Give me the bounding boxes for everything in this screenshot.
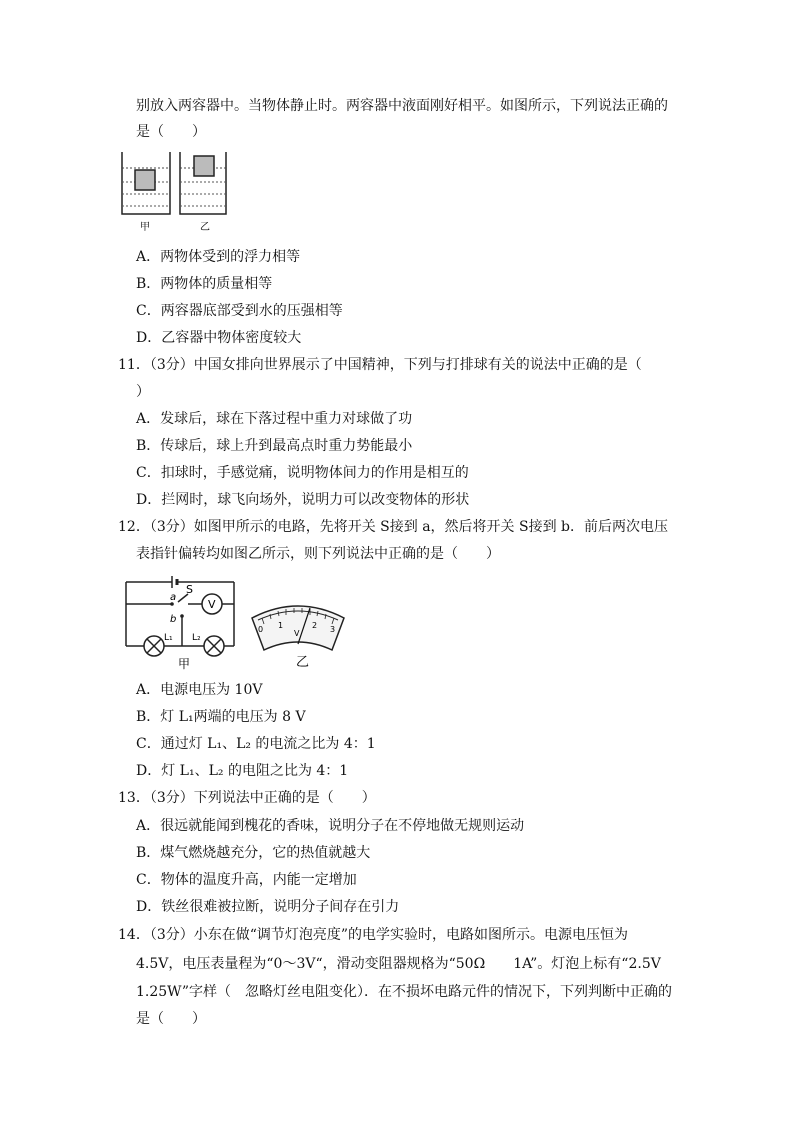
q10-containers-figure: [118, 150, 228, 232]
q11-stem-line-2: ）: [136, 384, 150, 400]
contact-b-label: b: [170, 614, 177, 625]
unit-label: V: [294, 629, 300, 638]
voltmeter-label: V: [208, 598, 216, 611]
q14-stem-line-2: 4.5V，电压表量程为“0～3V“，滑动变阻器规格为“50Ω 1A”。灯泡上标有“2.5V: [136, 956, 661, 972]
contact-a-label: a: [170, 592, 177, 603]
figure-yi-label: 乙: [296, 655, 310, 670]
q12-circuit-figure: [122, 572, 242, 672]
q13-option-a: A．很远就能闻到槐花的香味，说明分子在不停地做无规则运动: [136, 818, 525, 834]
lamp-l1-label: L₁: [164, 633, 173, 643]
q11-option-b: B．传球后，球上升到最高点时重力势能最小: [136, 438, 413, 454]
q12-stem-line-1: 12．（3分）如图甲所示的电路，先将开关 S接到 a，然后将开关 S接到 b．前后两次电压: [118, 519, 669, 535]
q13-option-b: B．煤气燃烧越充分，它的热值就越大: [136, 845, 371, 861]
q11-stem-line-1: 11．（3分）中国女排向世界展示了中国精神，下列与打排球有关的说法中正确的是（: [118, 357, 642, 373]
q10-stem-line-2: 是（ ）: [136, 124, 206, 140]
q12-option-c: C．通过灯 L₁、L₂ 的电流之比为 4：1: [136, 736, 376, 752]
tick-label-0: 0: [258, 625, 264, 634]
q11-option-a: A．发球后，球在下落过程中重力对球做了功: [136, 411, 413, 427]
q11-option-c: C．扣球时，手感觉痛，说明物体间力的作用是相互的: [136, 465, 469, 481]
tick-label-1: 1: [278, 621, 284, 630]
label-yi: 乙: [200, 222, 210, 232]
q12-option-b: B．灯 L₁两端的电压为 8 V: [136, 709, 306, 725]
container-jia: [122, 152, 170, 232]
q10-option-d: D．乙容器中物体密度较大: [136, 330, 302, 346]
q13-option-c: C．物体的温度升高，内能一定增加: [136, 872, 357, 888]
q14-stem-line-4: 是（ ）: [136, 1011, 206, 1027]
q10-option-c: C．两容器底部受到水的压强相等: [136, 303, 343, 319]
q12-option-a: A．电源电压为 10V: [136, 682, 263, 698]
q12-voltmeter-dial-figure: [248, 598, 348, 670]
tick-label-3: 3: [330, 625, 336, 634]
q13-option-d: D．铁丝很难被拉断，说明分子间存在引力: [136, 899, 400, 915]
q10-option-b: B．两物体的质量相等: [136, 276, 273, 292]
switch-label: S: [186, 583, 193, 596]
q10-option-a: A．两物体受到的浮力相等: [136, 249, 301, 265]
q11-option-d: D．拦网时，球飞向场外，说明力可以改变物体的形状: [136, 492, 470, 508]
q12-stem-line-2: 表指针偏转均如图乙所示，则下列说法中正确的是（ ）: [136, 546, 500, 562]
lamp-l2-label: L₂: [192, 633, 201, 643]
tick-label-2: 2: [312, 621, 318, 630]
q14-stem-line-3: 1.25W”字样（ 忽略灯丝电阻变化）．在不损坏电路元件的情况下，下列判断中正确的: [136, 984, 672, 1000]
q14-stem-line-1: 14．（3分）小东在做“调节灯泡亮度”的电学实验时，电路如图所示。电源电压恒为: [118, 927, 629, 943]
figure-jia-label: 甲: [178, 657, 191, 671]
q10-stem-line-1: 别放入两容器中。当物体静止时。两容器中液面刚好相平。如图所示，下列说法正确的: [136, 98, 668, 114]
q13-stem-line-1: 13．（3分）下列说法中正确的是（ ）: [118, 790, 376, 806]
container-yi: [180, 152, 226, 232]
q12-option-d: D．灯 L₁、L₂ 的电阻之比为 4：1: [136, 763, 349, 779]
label-jia: 甲: [140, 222, 150, 232]
